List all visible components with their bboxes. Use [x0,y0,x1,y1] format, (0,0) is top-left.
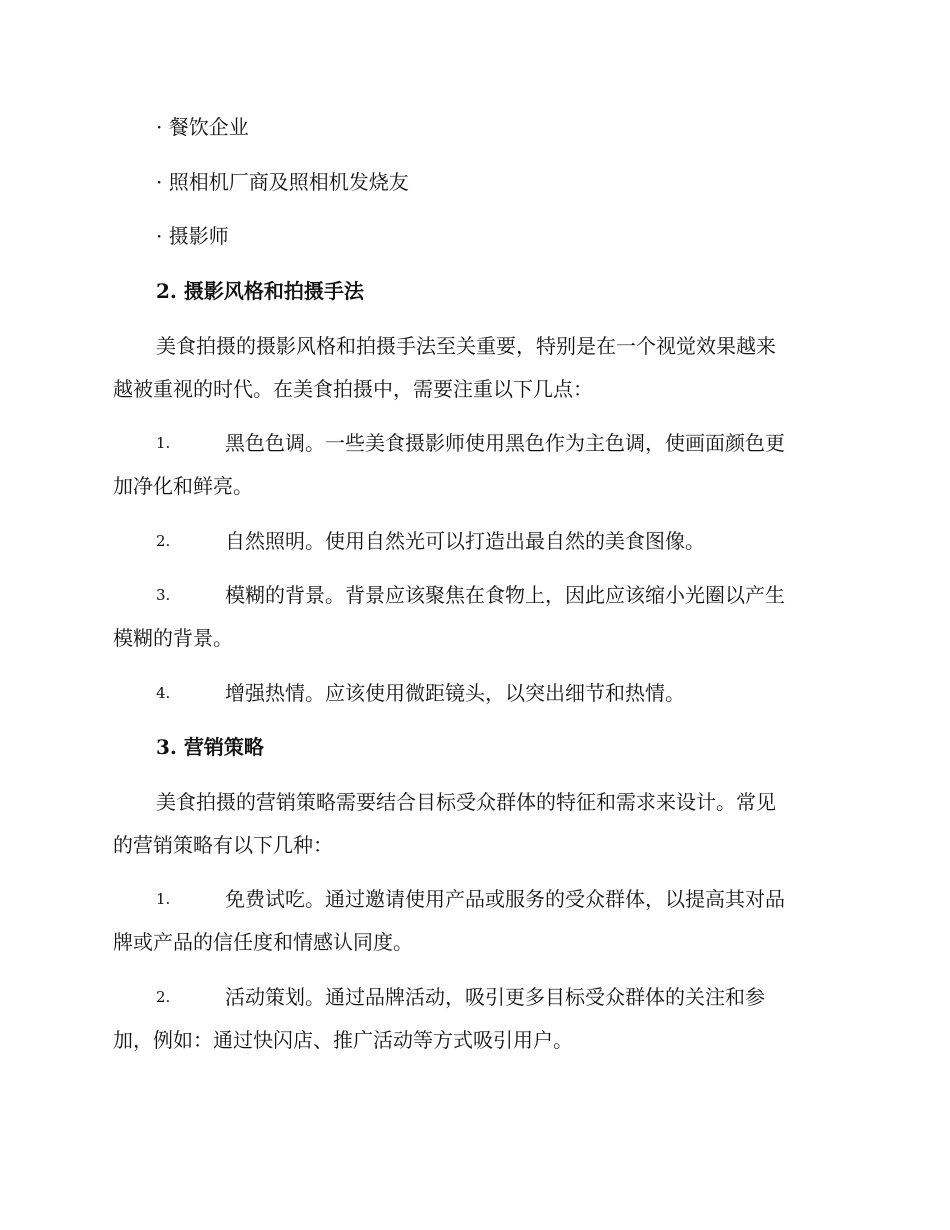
list-item-text: 加，例如：通过快闪店、推广活动等方式吸引用户。 [113,1028,573,1052]
paragraph-line: 美食拍摄的摄影风格和拍摄手法至关重要，特别是在一个视觉效果越来 [156,334,776,358]
list-number: 2. [156,988,171,1006]
list-item-text: 自然照明。使用自然光可以打造出最自然的美食图像。 [225,529,705,553]
list-number: 2. [156,532,171,550]
list-item-text: 牌或产品的信任度和情感认同度。 [113,930,413,954]
list-number: 1. [156,890,171,908]
list-item-text: 模糊的背景。 [113,626,233,650]
bullet-item: · 餐饮企业 [156,115,249,139]
list-item-text: 黑色色调。一些美食摄影师使用黑色作为主色调，使画面颜色更 [225,431,785,455]
section-heading: 3. 营销策略 [156,735,264,759]
list-item-text: 模糊的背景。背景应该聚焦在食物上，因此应该缩小光圈以产生 [225,583,785,607]
paragraph-line: 的营销策略有以下几种： [113,833,333,857]
list-item-text: 免费试吃。通过邀请使用产品或服务的受众群体，以提高其对品 [225,887,785,911]
list-number: 3. [156,586,171,604]
bullet-item: · 照相机厂商及照相机发烧友 [156,170,409,194]
list-item-text: 活动策划。通过品牌活动，吸引更多目标受众群体的关注和参 [225,985,765,1009]
paragraph-line: 美食拍摄的营销策略需要结合目标受众群体的特征和需求来设计。常见 [156,790,776,814]
list-item-text: 增强热情。应该使用微距镜头，以突出细节和热情。 [225,681,685,705]
bullet-item: · 摄影师 [156,224,229,248]
paragraph-line: 越被重视的时代。在美食拍摄中，需要注重以下几点： [113,377,593,401]
section-heading: 2. 摄影风格和拍摄手法 [156,279,364,303]
list-number: 1. [156,434,171,452]
list-number: 4. [156,684,171,702]
list-item-text: 加净化和鲜亮。 [113,474,253,498]
